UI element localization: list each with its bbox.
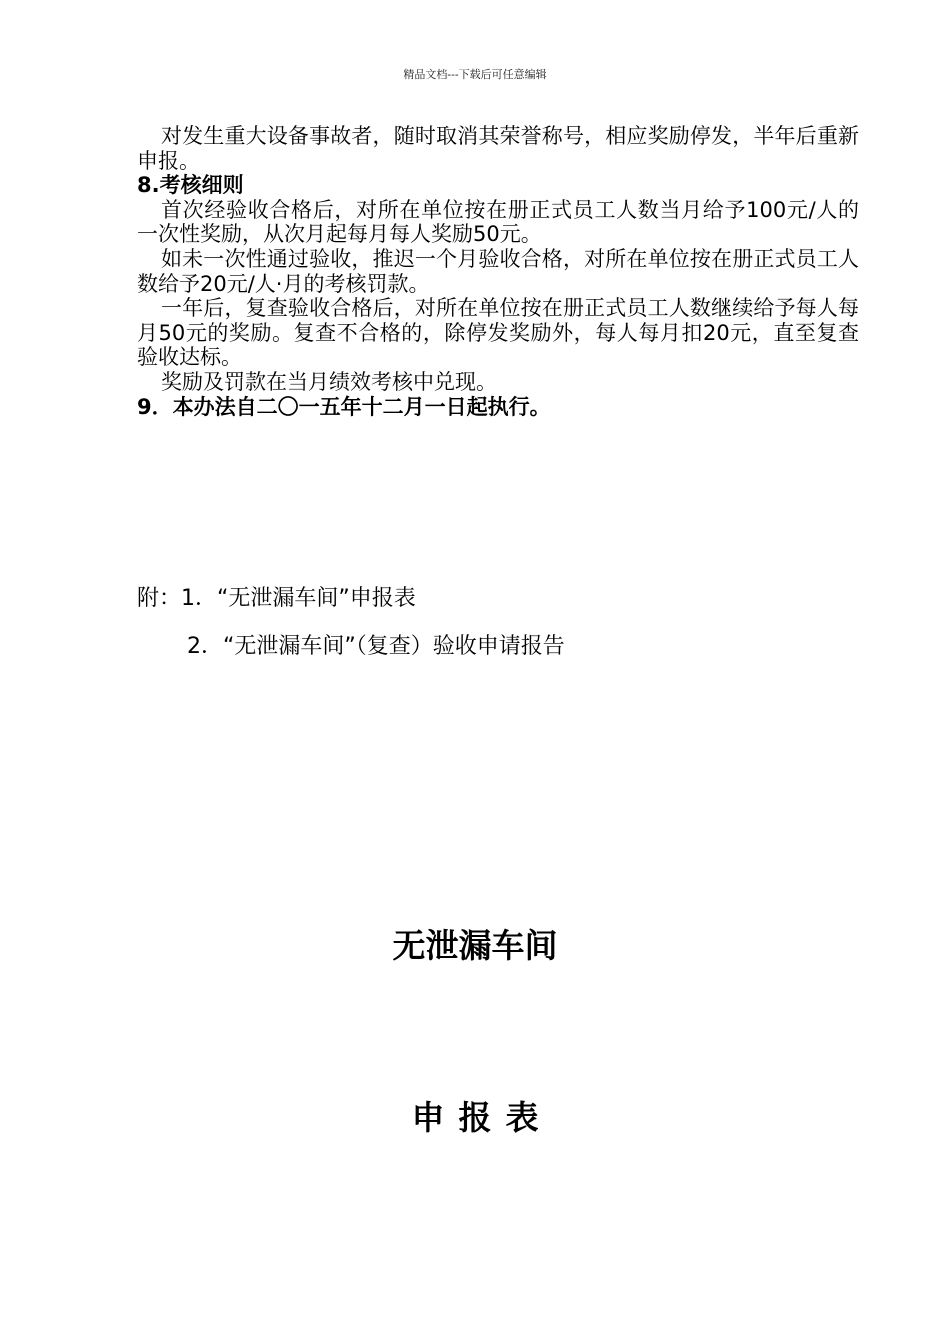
section-heading-assessment-rules: 8.考核细则 bbox=[137, 173, 244, 198]
document-body bbox=[137, 124, 859, 419]
form-title: 无泄漏车间 bbox=[392, 926, 558, 965]
section-heading-effective-date: 9．本办法自二〇一五年十二月一日起执行。 bbox=[137, 394, 551, 419]
paragraph-delayed-acceptance-penalty: 如未一次性通过验收，推迟一个月验收合格，对所在单位按在册正式员工人数给予20元/人·月的考核罚款。 bbox=[137, 246, 859, 296]
paragraph-equipment-accident: 对发生重大设备事故者，随时取消其荣誉称号，相应奖励停发，半年后重新申报。 bbox=[137, 124, 859, 173]
attachment-item-2: 2．“无泄漏车间”（复查）验收申请报告 bbox=[187, 634, 565, 659]
attachment-item-1: 附：1．“无泄漏车间”申报表 bbox=[137, 586, 416, 611]
paragraph-annual-review: 一年后，复查验收合格后，对所在单位按在册正式员工人数继续给予每人每月50元的奖励。复查不合格的，除停发奖励外，每人每月扣20元，直至复查验收达标。 bbox=[137, 296, 859, 370]
document-watermark-header: 精品文档---下载后可任意编辑 bbox=[403, 68, 547, 81]
form-subtitle: 申报表 bbox=[411, 1098, 553, 1137]
paragraph-reward-settlement: 奖励及罚款在当月绩效考核中兑现。 bbox=[161, 369, 497, 394]
paragraph-first-acceptance-reward: 首次经验收合格后，对所在单位按在册正式员工人数当月给予100元/人的一次性奖励，从次月起每月每人奖励50元。 bbox=[137, 197, 859, 247]
